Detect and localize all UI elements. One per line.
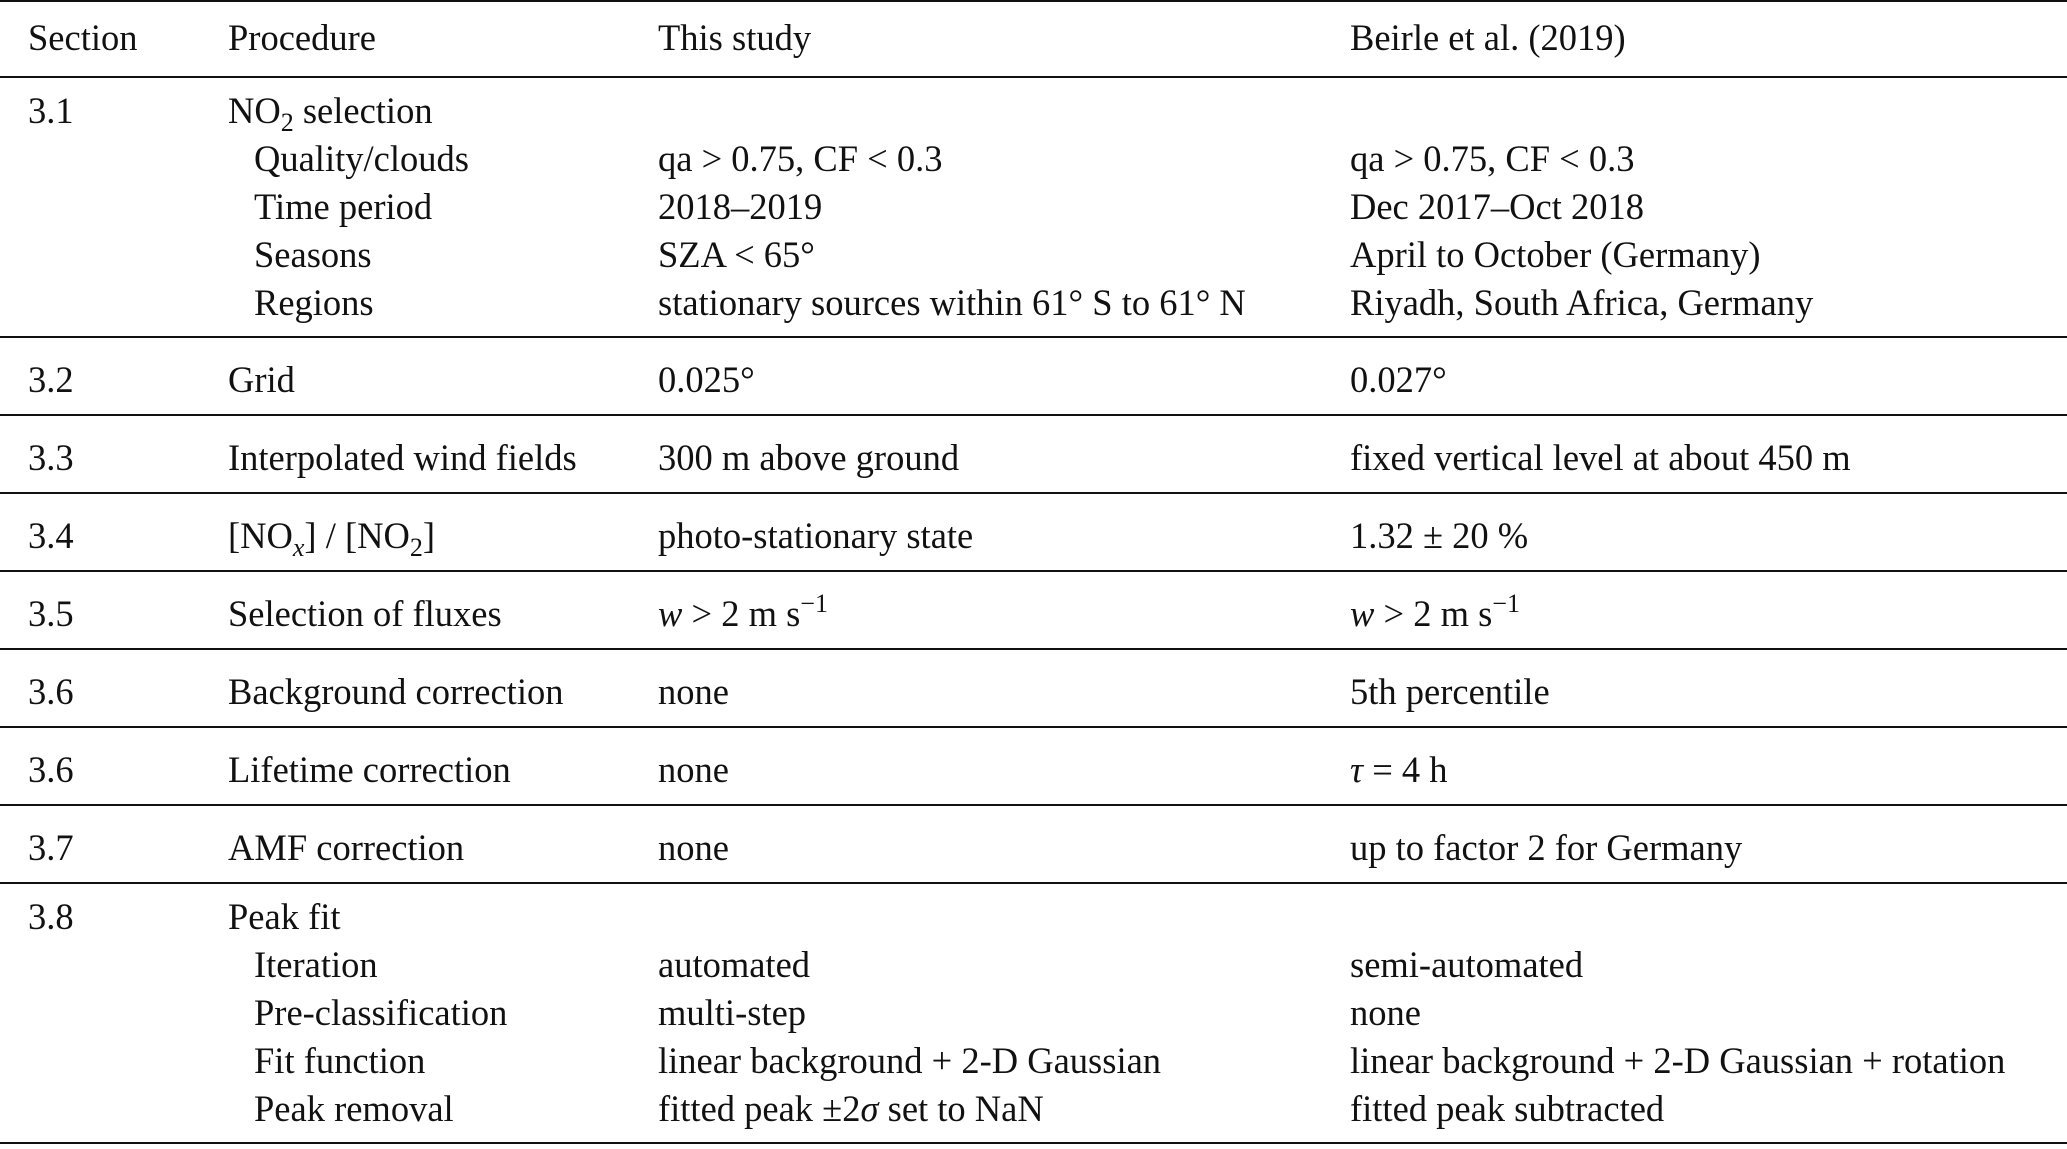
procedure-cell: [228, 77, 658, 337]
math-var: σ: [860, 1088, 879, 1129]
sub-label: Regions: [254, 282, 374, 323]
title-text: NO: [228, 90, 281, 131]
section-cell: 3.6: [0, 649, 228, 727]
header-this-study: This study: [658, 1, 1350, 77]
value: stationary sources within 61° S to 61° N: [658, 282, 1246, 323]
section-cell: 3.1: [0, 77, 228, 337]
table-row: [0, 727, 2067, 805]
this-study-cell: none: [658, 727, 1350, 805]
procedure-cell: Selection of fluxes: [228, 571, 658, 649]
value: automated: [658, 944, 811, 985]
title-subscript: 2: [280, 108, 294, 137]
math-text: > 2 m s: [1374, 593, 1493, 634]
procedure-cell: [228, 883, 658, 1143]
this-study-cell: 300 m above ground: [658, 415, 1350, 493]
this-study-cell: 0.025°: [658, 337, 1350, 415]
beirle-cell: up to factor 2 for Germany: [1350, 805, 2067, 883]
procedure-cell: Interpolated wind fields: [228, 415, 658, 493]
header-section: Section: [0, 1, 228, 77]
this-study-cell: [658, 571, 1350, 649]
sub-label: Seasons: [254, 234, 372, 275]
math-text: fitted peak ±2: [658, 1088, 861, 1129]
spacer: [1350, 87, 2067, 135]
header-row: [0, 1, 2067, 77]
table-row: [0, 571, 2067, 649]
spacer: [1350, 893, 2067, 941]
this-study-cell: none: [658, 649, 1350, 727]
value: qa > 0.75, CF < 0.3: [658, 138, 943, 179]
this-study-cell: [658, 883, 1350, 1143]
beirle-cell: 5th percentile: [1350, 649, 2067, 727]
value: April to October (Germany): [1350, 234, 1761, 275]
table-body: [0, 77, 2067, 1143]
math-exponent: −1: [800, 589, 828, 618]
sub-label: Quality/clouds: [254, 138, 469, 179]
value: SZA < 65°: [658, 234, 815, 275]
procedure-cell: Grid: [228, 337, 658, 415]
value: linear background + 2-D Gaussian + rotation: [1350, 1040, 2006, 1081]
beirle-cell: [1350, 727, 2067, 805]
beirle-cell: [1350, 77, 2067, 337]
proc-subscript-2: 2: [409, 533, 423, 562]
value: linear background + 2-D Gaussian: [658, 1040, 1162, 1081]
procedure-cell: AMF correction: [228, 805, 658, 883]
title-text-post: selection: [293, 90, 433, 131]
header-procedure: Procedure: [228, 1, 658, 77]
math-var: w: [1350, 593, 1375, 634]
beirle-cell: 0.027°: [1350, 337, 2067, 415]
section-cell: 3.2: [0, 337, 228, 415]
procedure-cell: [228, 493, 658, 571]
sub-label: Fit function: [254, 1040, 426, 1081]
value: none: [1350, 992, 1421, 1033]
this-study-cell: [658, 77, 1350, 337]
procedure-cell: Lifetime correction: [228, 727, 658, 805]
this-study-cell: photo-stationary state: [658, 493, 1350, 571]
value: Dec 2017–Oct 2018: [1350, 186, 1644, 227]
section-cell: 3.6: [0, 727, 228, 805]
value: multi-step: [658, 992, 807, 1033]
procedure-title: [228, 87, 658, 135]
procedure-title: Peak fit: [228, 896, 341, 937]
table-row: [0, 493, 2067, 571]
proc-text: ] / [NO: [304, 515, 410, 556]
section-cell: 3.7: [0, 805, 228, 883]
spacer: [658, 893, 1350, 941]
math-text: = 4 h: [1363, 749, 1448, 790]
sub-label: Peak removal: [254, 1088, 454, 1129]
math-exponent: −1: [1492, 589, 1520, 618]
math-var: w: [658, 593, 683, 634]
section-cell: 3.8: [0, 883, 228, 1143]
value: Riyadh, South Africa, Germany: [1350, 282, 1814, 323]
table-row: [0, 77, 2067, 337]
header-beirle: Beirle et al. (2019): [1350, 1, 2067, 77]
table-row: [0, 337, 2067, 415]
sub-label: Pre-classification: [254, 992, 508, 1033]
beirle-cell: [1350, 883, 2067, 1143]
math-text: set to NaN: [878, 1088, 1044, 1129]
value: semi-automated: [1350, 944, 1584, 985]
beirle-cell: 1.32 ± 20 %: [1350, 493, 2067, 571]
this-study-cell: none: [658, 805, 1350, 883]
table-row: [0, 649, 2067, 727]
table-row: [0, 415, 2067, 493]
beirle-cell: fixed vertical level at about 450 m: [1350, 415, 2067, 493]
math-var: τ: [1350, 749, 1364, 790]
value: [658, 1085, 1350, 1133]
value: qa > 0.75, CF < 0.3: [1350, 138, 1635, 179]
proc-text: [NO: [228, 515, 293, 556]
beirle-cell: [1350, 571, 2067, 649]
section-cell: 3.4: [0, 493, 228, 571]
table-header: [0, 1, 2067, 77]
sub-label: Iteration: [254, 944, 378, 985]
proc-text: ]: [422, 515, 435, 556]
sub-label: Time period: [254, 186, 433, 227]
table-row: [0, 883, 2067, 1143]
procedure-cell: Background correction: [228, 649, 658, 727]
math-text: > 2 m s: [682, 593, 801, 634]
section-cell: 3.3: [0, 415, 228, 493]
spacer: [658, 87, 1350, 135]
value: fitted peak subtracted: [1350, 1088, 1665, 1129]
value: 2018–2019: [658, 186, 823, 227]
section-cell: 3.5: [0, 571, 228, 649]
proc-subscript-x: x: [292, 533, 305, 562]
table-row: [0, 805, 2067, 883]
